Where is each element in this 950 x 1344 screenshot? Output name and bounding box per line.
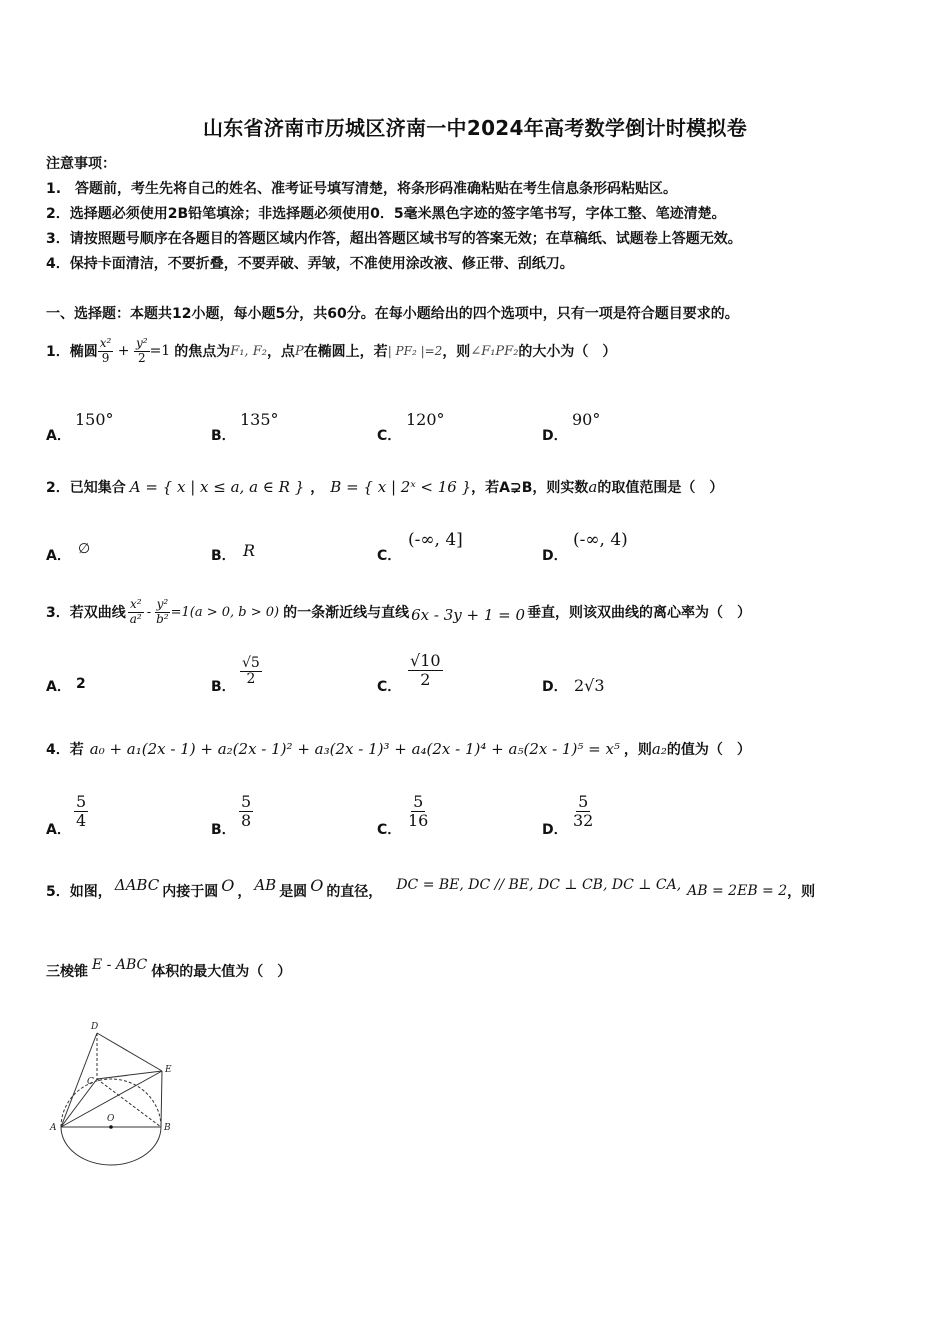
q5-text: 内接于圆 bbox=[162, 884, 219, 900]
edge-ce bbox=[97, 1071, 162, 1079]
q4-option-b: $\frac{5}{8}$ bbox=[241, 792, 252, 830]
q1-ellipse-x: $\frac{\text{x²}}{9}$ bbox=[99, 336, 112, 365]
section-heading: 一、选择题：本题共12小题，每小题5分，共60分。在每小题给出的四个选项中，只有一项是符合题目要求的。 bbox=[46, 306, 739, 322]
q1-option-a: 150° bbox=[75, 410, 114, 429]
label-b: B bbox=[164, 1123, 171, 1133]
q4-option-d-label[interactable]: D． bbox=[542, 822, 568, 838]
label-e: E bbox=[165, 1065, 172, 1075]
q3-rhs: =1(a > 0, b > 0) bbox=[170, 604, 280, 620]
q1-point: P bbox=[294, 343, 304, 359]
q5-circle-o: O bbox=[221, 875, 235, 895]
q5-text: 三棱锥 bbox=[46, 964, 88, 980]
q5-text: ，则 bbox=[787, 884, 816, 900]
q2-set-a: A = { x | x ≤ a, a ∈ R } bbox=[129, 478, 305, 496]
q3-option-d-label[interactable]: D． bbox=[542, 679, 568, 695]
q4-option-c: $\frac{5}{16}$ bbox=[408, 792, 429, 830]
q1-text: ，点 bbox=[266, 344, 295, 360]
q4-expression: a₀ + a₁(2x - 1) + a₂(2x - 1)² + a₃(2x - 1)³ + a₄(2x - 1)⁴ + a₅(2x - 1)⁵ = x⁵ bbox=[89, 740, 620, 758]
q2-option-b-label[interactable]: B． bbox=[211, 548, 236, 564]
q2-option-a: ∅ bbox=[78, 541, 91, 557]
q1-text: 的焦点为 bbox=[174, 344, 231, 360]
q1-option-b-label[interactable]: B． bbox=[211, 428, 236, 444]
q4-text: ，则 bbox=[623, 742, 652, 758]
q1-option-b: 135° bbox=[240, 410, 279, 429]
edge-eb bbox=[161, 1071, 162, 1127]
question-5-line-2 bbox=[46, 950, 291, 980]
q2-text: 的取值范围是（ ） bbox=[597, 480, 724, 496]
q2-lead: 2．已知集合 bbox=[46, 480, 126, 496]
notice-item: 2．选择题必须使用2B铅笔填涂；非选择题必须使用0．5毫米黑色字迹的签字笔书写，字体工整、笔迹清楚。 bbox=[46, 206, 726, 222]
q3-option-d: 2√3 bbox=[574, 676, 605, 695]
q2-option-d-label[interactable]: D． bbox=[542, 548, 568, 564]
q5-text: 体积的最大值为（ ） bbox=[151, 964, 292, 980]
q1-text: ，则 bbox=[442, 344, 471, 360]
q3-option-a: 2 bbox=[76, 676, 86, 692]
label-d: D bbox=[91, 1022, 99, 1032]
question-2 bbox=[46, 474, 723, 500]
q2-option-d: (-∞, 4) bbox=[573, 530, 628, 550]
question-3 bbox=[46, 590, 751, 634]
q4-option-d: $\frac{5}{32}$ bbox=[573, 792, 594, 830]
q3-text: 的一条渐近线与直线 bbox=[283, 605, 410, 621]
label-o: O bbox=[107, 1114, 115, 1124]
q2-set-b: B = { x | 2ˣ < 16 } bbox=[330, 478, 472, 496]
q1-text: 在椭圆上，若 bbox=[303, 344, 388, 360]
q5-text: 的直径， bbox=[326, 884, 383, 900]
q1-angle: ∠F₁PF₂ bbox=[470, 343, 519, 359]
q2-option-a-label[interactable]: A． bbox=[46, 548, 71, 564]
q2-option-c: (-∞, 4] bbox=[408, 530, 463, 550]
q1-lead: 1．椭圆 bbox=[46, 344, 98, 360]
circle-lower-arc bbox=[61, 1127, 161, 1165]
question-5 bbox=[46, 876, 815, 906]
q4-text: 的值为（ ） bbox=[666, 742, 751, 758]
question-4 bbox=[46, 735, 751, 763]
q1-option-a-label[interactable]: A． bbox=[46, 428, 71, 444]
q1-option-d-label[interactable]: D． bbox=[542, 428, 568, 444]
q1-option-c: 120° bbox=[406, 410, 445, 429]
q3-option-c: $\frac{√10}{2}$ bbox=[410, 651, 441, 689]
q3-option-a-label[interactable]: A． bbox=[46, 679, 71, 695]
q3-option-b-label[interactable]: B． bbox=[211, 679, 236, 695]
q4-option-a: $\frac{5}{4}$ bbox=[76, 792, 87, 830]
q3-line: 6x - 3y + 1 = 0 bbox=[411, 606, 526, 624]
q5-lead: 5．如图， bbox=[46, 884, 112, 900]
question-1: 1．椭圆 $\frac{\text{x²}}{9}$ + $\frac{\text{y²}}{2}$ =1 的焦点为 F₁, F₂ ，点 P 在椭圆上，若 | PF₂ |=2 ，则 ∠F₁PF₂ 的大小为（ ） bbox=[46, 336, 617, 365]
q1-ellipse-rhs: =1 bbox=[149, 343, 171, 359]
q4-option-b-label[interactable]: B． bbox=[211, 822, 236, 838]
q5-triangle: ΔABC bbox=[114, 876, 160, 894]
q3-hyperbola-y: $\frac{\text{y²}}{\text{b²}}$ bbox=[156, 597, 169, 626]
q5-figure bbox=[46, 1018, 186, 1173]
q1-option-c-label[interactable]: C． bbox=[377, 428, 402, 444]
q3-option-b: $\frac{√5}{2}$ bbox=[242, 655, 260, 688]
q5-circle-o: O bbox=[310, 875, 324, 895]
q1-option-d: 90° bbox=[572, 410, 601, 429]
q3-lead: 3．若双曲线 bbox=[46, 605, 126, 621]
q1-foci: F₁, F₂ bbox=[230, 343, 267, 359]
notice-heading: 注意事项： bbox=[46, 156, 116, 172]
q2-var-a: a bbox=[588, 478, 598, 496]
q5-pyramid: E - ABC bbox=[92, 957, 148, 973]
q2-option-c-label[interactable]: C． bbox=[377, 548, 402, 564]
center-o-point bbox=[109, 1125, 113, 1129]
q4-lead: 4．若 bbox=[46, 742, 84, 758]
q2-option-b: R bbox=[243, 541, 256, 560]
q3-minus: - bbox=[146, 604, 152, 620]
q4-a2: a₂ bbox=[651, 740, 667, 758]
edge-de bbox=[97, 1033, 162, 1071]
q1-text: 的大小为（ ） bbox=[518, 344, 617, 360]
page-title: 山东省济南市历城区济南一中2024年高考数学倒计时模拟卷 bbox=[202, 116, 748, 140]
q1-ellipse-y: $\frac{\text{y²}}{2}$ bbox=[135, 336, 148, 365]
label-c: C bbox=[87, 1077, 94, 1087]
q3-text: 垂直，则该双曲线的离心率为（ ） bbox=[527, 605, 752, 621]
q3-option-c-label[interactable]: C． bbox=[377, 679, 402, 695]
q5-text: ， bbox=[237, 884, 252, 900]
q4-option-c-label[interactable]: C． bbox=[377, 822, 402, 838]
q5-ab-length: AB = 2EB = 2 bbox=[687, 883, 788, 899]
q4-option-a-label[interactable]: A． bbox=[46, 822, 71, 838]
q5-conditions: DC = BE, DC // BE, DC ⊥ CB, DC ⊥ CA, bbox=[396, 877, 682, 893]
q2-text: ，若A⊋B，则实数 bbox=[471, 480, 589, 496]
q2-text: ， bbox=[310, 480, 325, 496]
notice-item: 1. 答题前，考生先将自己的姓名、准考证号填写清楚，将条形码准确粘贴在考生信息条形码粘贴区。 bbox=[46, 181, 678, 197]
notice-item: 4．保持卡面清洁，不要折叠，不要弄破、弄皱，不准使用涂改液、修正带、刮纸刀。 bbox=[46, 256, 574, 272]
label-a: A bbox=[50, 1123, 57, 1133]
notice-item: 3．请按照题号顺序在各题目的答题区域内作答，超出答题区域书写的答案无效；在草稿纸、试题卷上答题无效。 bbox=[46, 231, 742, 247]
q3-hyperbola-x: $\frac{\text{x²}}{\text{a²}}$ bbox=[129, 597, 142, 626]
q5-text: 是圆 bbox=[279, 884, 308, 900]
q1-condition: | PF₂ |=2 bbox=[387, 344, 443, 358]
q5-ab: AB bbox=[254, 876, 277, 894]
